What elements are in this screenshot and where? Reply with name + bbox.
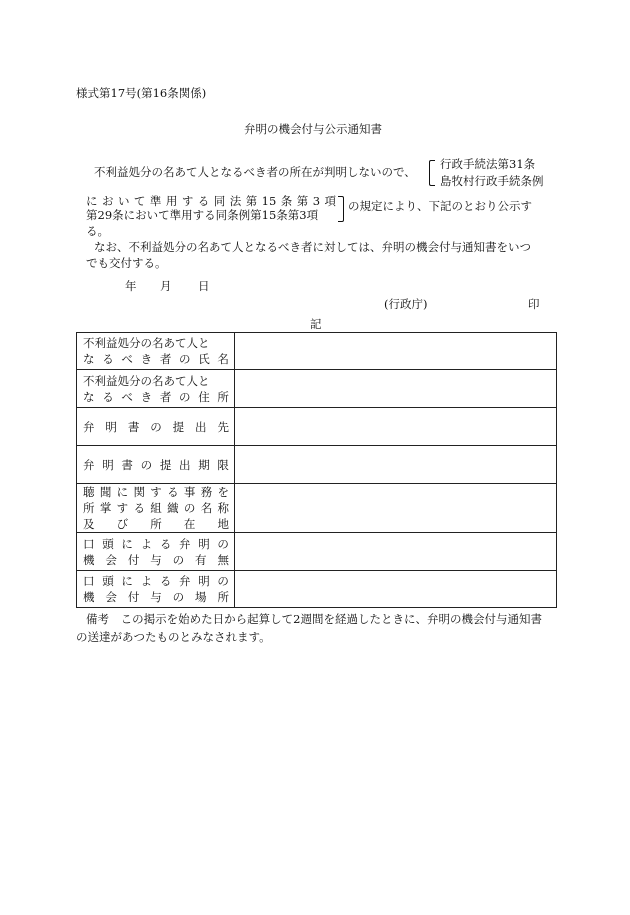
brace-option-law: 行政手続法第31条: [440, 157, 536, 171]
label-char: 弁: [83, 419, 95, 434]
label-char: 限: [217, 457, 229, 472]
char: お: [101, 194, 114, 208]
label-char: 有: [195, 552, 207, 567]
label-char: べ: [121, 389, 133, 404]
value-cell-submit-to[interactable]: [235, 408, 557, 446]
label-char: 所: [83, 501, 95, 515]
row-label-organization: [77, 484, 235, 533]
label-char: 与: [150, 552, 162, 567]
details-table: [76, 332, 557, 608]
label-char: の: [217, 536, 229, 551]
label-char: る: [159, 536, 172, 551]
label-char: 聴: [83, 485, 95, 499]
label-char: る: [102, 389, 114, 404]
label-char: き: [140, 352, 153, 366]
char: る: [197, 194, 210, 208]
label-char: な: [83, 389, 95, 404]
left-bracket: [429, 160, 435, 186]
label-char: の: [150, 419, 162, 434]
label-char: 頭: [102, 536, 114, 551]
body-line4: る。: [86, 224, 109, 238]
label-char: 機: [83, 590, 95, 604]
label-char: 明: [198, 574, 210, 588]
body-line2-suffix: の規定により、下記のとおり公示す: [348, 199, 532, 213]
label-char: 氏: [198, 352, 210, 366]
label-char: き: [140, 389, 153, 404]
row-label-name: [77, 333, 235, 370]
label-char: 及: [83, 517, 95, 531]
row-label-oral-availability: [77, 533, 235, 571]
char: 法: [229, 194, 242, 208]
char: 項: [324, 194, 336, 208]
label-char: の: [217, 574, 229, 588]
value-cell-oral-place[interactable]: [235, 571, 557, 608]
seal-label: 印: [528, 297, 540, 311]
label-char: 口: [83, 574, 95, 588]
ki-heading: 記: [310, 317, 322, 331]
label-char: 書: [121, 457, 133, 472]
label-char: を: [217, 485, 229, 499]
label-char: 住: [198, 389, 210, 404]
label-char: の: [140, 457, 153, 472]
char: に: [86, 194, 98, 208]
char: い: [117, 194, 130, 208]
label-char: 明: [102, 457, 114, 472]
label-char: 無: [217, 552, 229, 567]
para2-line1: なお、不利益処分の名あて人となるべき者に対しては、弁明の機会付与通知書をいつ: [94, 240, 531, 254]
label-char: 所: [217, 389, 229, 404]
label-char: 会: [105, 552, 117, 567]
value-cell-name[interactable]: [235, 333, 557, 370]
label-text: 不利益処分の名あて人と: [83, 336, 210, 350]
row-label-oral-place: [77, 571, 235, 608]
label-char: 先: [217, 419, 229, 434]
char: 第: [245, 194, 258, 208]
label-char: に: [121, 536, 133, 551]
label-char: 地: [217, 517, 229, 531]
label-char: 織: [167, 501, 179, 515]
table-row: [77, 533, 557, 571]
label-char: る: [159, 574, 172, 588]
label-char: の: [172, 590, 185, 604]
label-char: 明: [105, 419, 117, 434]
label-char: に: [121, 574, 133, 588]
label-char: 提: [172, 419, 185, 434]
label-char: 名: [217, 352, 229, 366]
label-char: 関: [133, 485, 145, 499]
row-label-deadline: [77, 446, 235, 484]
char: て: [133, 194, 146, 208]
label-char: 務: [200, 485, 213, 499]
char: 同: [213, 194, 226, 208]
document-title: 弁明の機会付与公示通知書: [244, 122, 382, 136]
label-char: よ: [140, 536, 153, 551]
label-char: 書: [127, 419, 140, 434]
label-char: の: [179, 389, 191, 404]
label-char: 所: [217, 590, 229, 604]
label-char: 頭: [102, 574, 114, 588]
value-cell-oral-availability[interactable]: [235, 533, 557, 571]
label-char: 機: [83, 552, 95, 567]
brace-option-ordinance: 島牧村行政手続条例: [440, 174, 544, 188]
label-char: 掌: [99, 501, 112, 515]
label-char: 者: [159, 389, 172, 404]
label-char: 付: [127, 552, 140, 567]
char: 条: [280, 194, 293, 208]
note-line1: [86, 612, 542, 626]
label-char: 口: [83, 536, 95, 551]
table-row: [77, 370, 557, 408]
body-line2: [86, 194, 336, 208]
note-text-1: この掲示を始めた日から起算して2週間を経過したときに、弁明の機会付与通知書: [120, 612, 542, 626]
char: 準: [149, 194, 162, 208]
char: 用: [165, 194, 178, 208]
label-char: な: [83, 352, 95, 366]
label-char: 与: [150, 590, 162, 604]
label-char: 組: [150, 501, 162, 515]
label-char: 提: [159, 457, 172, 472]
date-month: 月: [160, 279, 172, 293]
right-bracket: [338, 196, 344, 222]
form-number: 様式第17号(第16条関係): [76, 86, 207, 100]
char: 3: [312, 194, 321, 208]
value-cell-organization[interactable]: [235, 484, 557, 533]
agency-label: (行政庁): [384, 297, 428, 311]
label-char: る: [167, 485, 179, 499]
row-label-address: [77, 370, 235, 408]
value-cell-address[interactable]: [235, 370, 557, 408]
table-row: [77, 484, 557, 533]
body-line3: 第29条において準用する同条例第15条第3項: [86, 208, 319, 222]
label-char: の: [183, 501, 196, 515]
label-char: す: [150, 485, 162, 499]
label-char: び: [116, 517, 129, 531]
label-char: る: [133, 501, 145, 515]
label-char: よ: [140, 574, 153, 588]
label-char: の: [179, 352, 191, 366]
label-char: 出: [179, 457, 191, 472]
label-char: 聞: [99, 485, 112, 499]
label-char: べ: [121, 352, 133, 366]
table-row: [77, 408, 557, 446]
label-char: る: [102, 352, 114, 366]
note-label: 備考: [86, 612, 109, 626]
char: 15: [261, 194, 277, 208]
label-char: 弁: [179, 574, 191, 588]
char: 第: [296, 194, 309, 208]
label-char: 者: [159, 352, 172, 366]
label-text: 不利益処分の名あて人と: [83, 373, 210, 388]
table-row: [77, 571, 557, 608]
table-row: [77, 333, 557, 370]
label-char: 期: [198, 457, 210, 472]
char: す: [181, 194, 194, 208]
para2-line2: でも交付する。: [86, 256, 167, 270]
table-row: [77, 446, 557, 484]
label-char: 場: [195, 590, 207, 604]
label-char: 弁: [83, 457, 95, 472]
label-char: す: [116, 501, 129, 515]
body-line1: 不利益処分の名あて人となるべき者の所在が判明しないので、: [94, 165, 416, 179]
value-cell-deadline[interactable]: [235, 446, 557, 484]
label-char: の: [172, 552, 185, 567]
row-label-submit-to: [77, 408, 235, 446]
label-char: 所: [150, 517, 162, 531]
label-char: 出: [195, 419, 207, 434]
label-char: 明: [198, 536, 210, 551]
note-line2: の送達があつたものとみなされます。: [76, 630, 271, 644]
label-char: 在: [183, 517, 196, 531]
label-char: 付: [127, 590, 140, 604]
date-year: 年: [125, 279, 137, 293]
label-char: に: [116, 485, 129, 499]
label-char: 弁: [179, 536, 191, 551]
label-char: 称: [217, 501, 229, 515]
label-char: 名: [200, 501, 213, 515]
label-char: 会: [105, 590, 117, 604]
label-char: 事: [183, 485, 196, 499]
date-day: 日: [198, 279, 210, 293]
